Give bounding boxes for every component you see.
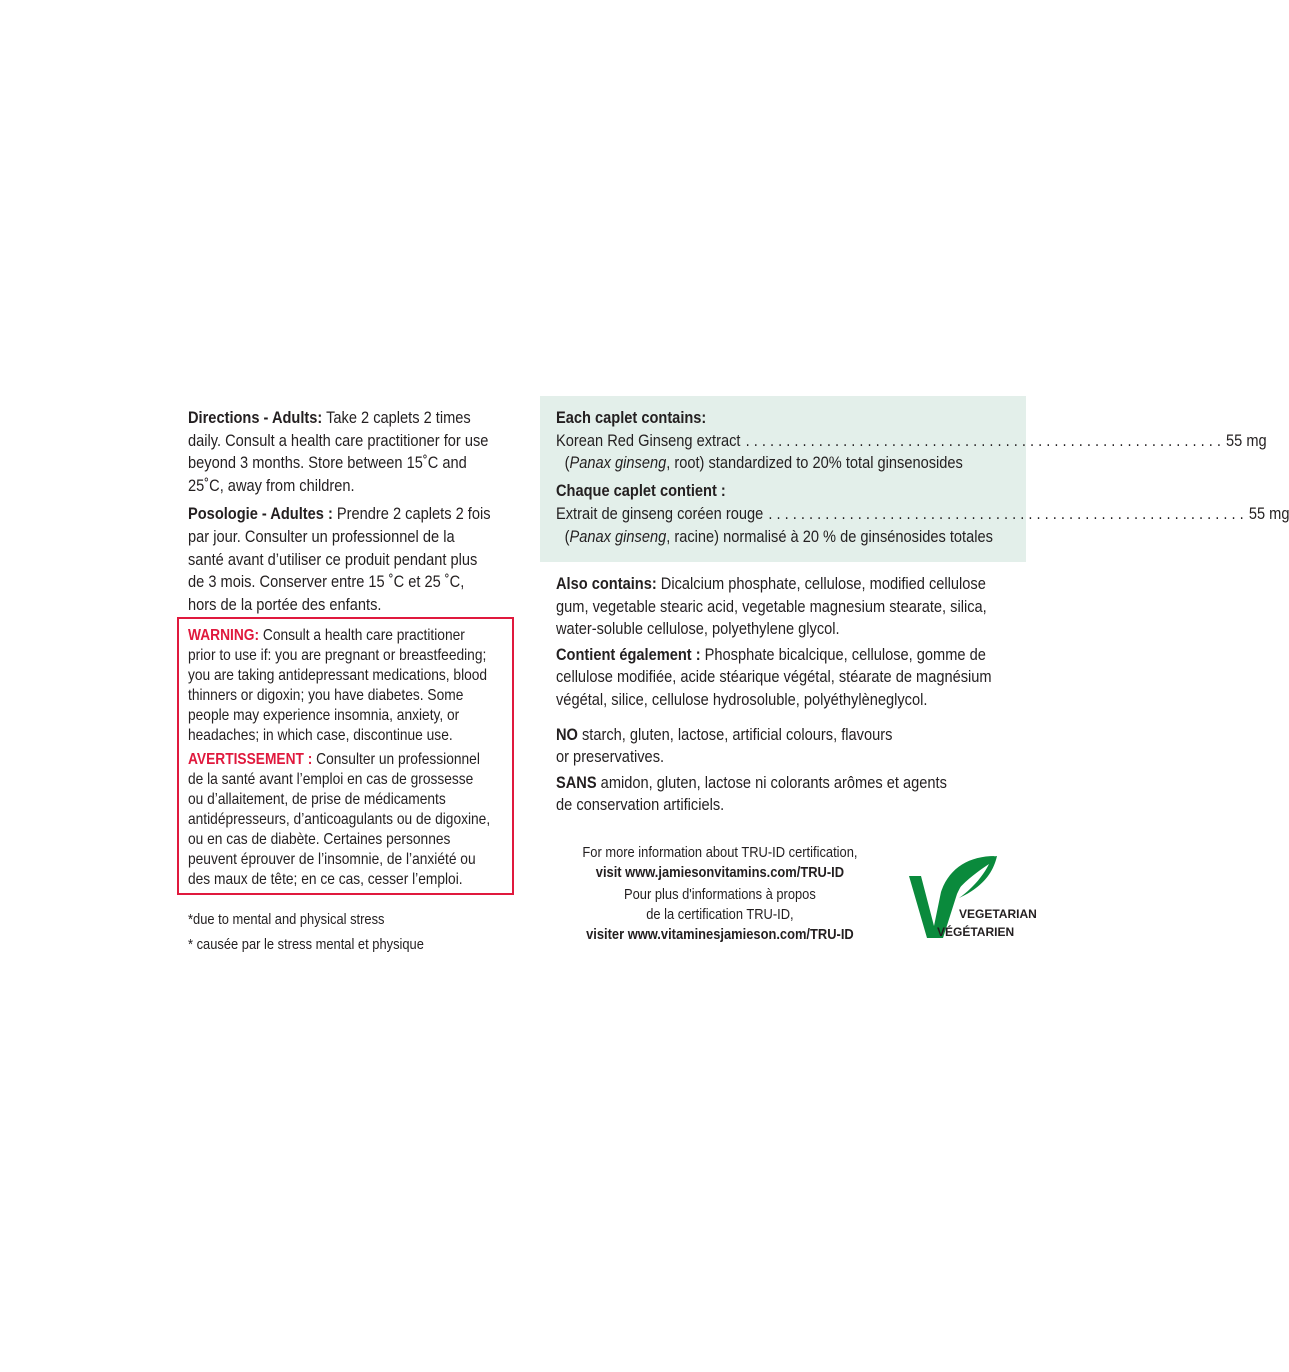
no-label: NO: [556, 724, 578, 744]
ingredients-fr-heading: [556, 480, 1010, 503]
latin-name: Panax ginseng: [569, 453, 667, 473]
directions-en-line: beyond 3 months. Store between 15˚C and: [188, 453, 467, 473]
sans-line: de conservation artificiels.: [556, 795, 725, 815]
footnote-en: *due to mental and physical stress: [188, 911, 385, 928]
paren: (: [564, 453, 570, 473]
directions-en-line: Take 2 caplets 2 times: [322, 408, 471, 427]
warning-fr: [188, 750, 490, 890]
directions-fr-line: par jour. Consulter un professionnel de la: [188, 526, 455, 546]
sans-label: SANS: [556, 772, 597, 792]
ingredient-detail-en: [556, 452, 1010, 475]
warning-fr-label: AVERTISSEMENT :: [188, 751, 313, 768]
vegetarian-leaf-icon: [907, 854, 1037, 946]
warning-en-line: thinners or digoxin; you have diabetes. Some: [188, 687, 464, 704]
truid-fr-url[interactable]: [582, 925, 857, 945]
truid-en-line: For more information about TRU-ID certification,: [582, 844, 858, 861]
also-fr-label: Contient également :: [556, 644, 701, 664]
also-fr: [556, 644, 992, 712]
warning-text: [188, 626, 539, 890]
ingredient-name: Extrait de ginseng coréen rouge: [556, 504, 764, 524]
heading-text: Chaque caplet contient :: [556, 480, 726, 500]
warning-fr-line: ou d’allaitement, de prise de médicaments: [188, 791, 446, 808]
warning-fr-line: ou en cas de diabète. Certaines personnes: [188, 831, 451, 848]
url-text[interactable]: visit www.jamiesonvitamins.com/TRU-ID: [595, 864, 845, 881]
other-ingredients: [556, 573, 1063, 817]
no-line: or preservatives.: [556, 747, 665, 767]
directions-en-line: daily. Consult a health care practitioner for use: [188, 430, 489, 450]
detail-text: , racine) normalisé à 20 % de ginsénosides totales: [666, 526, 993, 546]
ingredient-name: Korean Red Ginseng extract: [556, 430, 741, 450]
ingredient-detail-fr: [556, 526, 1010, 549]
ingredient-row-en: [556, 430, 1267, 453]
directions-fr-line: Prendre 2 caplets 2 fois: [332, 504, 491, 524]
paren: (: [564, 526, 570, 546]
heading-text: Each caplet contains:: [556, 408, 707, 427]
also-en-line: water-soluble cellulose, polyethylene glycol.: [556, 619, 840, 639]
warning-fr-line: Consulter un professionnel: [312, 751, 480, 768]
sans-line: amidon, gluten, lactose ni colorants arômes et agents: [596, 772, 947, 792]
directions-fr-line: de 3 mois. Conserver entre 15 ˚C et 25 ˚C,: [188, 572, 465, 592]
directions-fr: [188, 503, 491, 616]
also-fr-line: cellulose modifiée, acide stéarique végétal, stéarate de magnésium: [556, 667, 992, 687]
directions-fr-label: Posologie - Adultes :: [188, 504, 333, 524]
warning-en-line: headaches; in which case, discontinue use.: [188, 727, 453, 744]
ingredient-amount: 55 mg: [1226, 430, 1267, 450]
warning-en-line: you are taking antidepressant medications, blood: [188, 667, 488, 684]
warning-en: [188, 626, 490, 746]
warning-fr-line: antidépresseurs, d’anticoagulants ou de digoxine,: [188, 811, 491, 828]
leader-dots: [746, 430, 1221, 453]
warning-en-line: Consult a health care practitioner: [259, 627, 465, 644]
vegetarian-logo: [907, 854, 1037, 951]
directions-en-label: Directions - Adults:: [188, 408, 323, 427]
also-fr-line: végétal, silice, cellulose hydrosoluble, polyéthylèneglycol.: [556, 689, 928, 709]
also-en-line: gum, vegetable stearic acid, vegetable magnesium stearate, silica,: [556, 596, 987, 616]
sans-statement: [556, 772, 992, 817]
directions-section: [188, 407, 540, 616]
also-en: [556, 573, 992, 641]
footnote-fr: * causée par le stress mental et physique: [188, 936, 424, 953]
also-en-line: Dicalcium phosphate, cellulose, modified cellulose: [656, 574, 986, 593]
vegetarian-en: VEGETARIAN: [959, 907, 1037, 921]
ingredients-en-heading: [556, 407, 1010, 430]
truid-info: [540, 843, 900, 945]
truid-en-url[interactable]: [582, 863, 857, 883]
ingredient-amount: 55 mg: [1248, 504, 1289, 524]
truid-fr-line: de la certification TRU-ID,: [646, 906, 794, 923]
also-en-label: Also contains:: [556, 574, 657, 593]
detail-text: , root) standardized to 20% total ginsenosides: [666, 453, 963, 473]
warning-en-label: WARNING:: [188, 627, 260, 644]
warning-en-line: prior to use if: you are pregnant or breastfeeding;: [188, 647, 487, 664]
directions-en-line: 25˚C, away from children.: [188, 475, 355, 495]
also-fr-line: Phosphate bicalcique, cellulose, gomme de: [700, 644, 986, 664]
ingredients-section: [556, 407, 1289, 549]
no-statement: [556, 724, 992, 769]
warning-en-line: people may experience insomnia, anxiety, or: [188, 707, 460, 724]
vegetarian-fr: VÉGÉTARIEN: [937, 925, 1015, 939]
directions-en: [188, 407, 491, 497]
latin-name: Panax ginseng: [569, 526, 667, 546]
leader-dots: [768, 503, 1243, 526]
warning-fr-line: des maux de tête; en ce cas, cesser l’emploi.: [188, 871, 463, 888]
directions-fr-line: hors de la portée des enfants.: [188, 594, 382, 614]
truid-fr-line: Pour plus d'informations à propos: [624, 886, 816, 903]
directions-fr-line: santé avant d’utiliser ce produit pendant plus: [188, 549, 478, 569]
ingredient-row-fr: [556, 503, 1289, 526]
warning-fr-line: de la santé avant l’emploi en cas de grossesse: [188, 771, 474, 788]
no-line: starch, gluten, lactose, artificial colours, flavours: [577, 724, 893, 744]
url-text[interactable]: visiter www.vitaminesjamieson.com/TRU-ID: [586, 926, 854, 943]
footnotes: [188, 910, 462, 955]
warning-fr-line: peuvent éprouver de l’insomnie, de l’anxiété ou: [188, 851, 476, 868]
